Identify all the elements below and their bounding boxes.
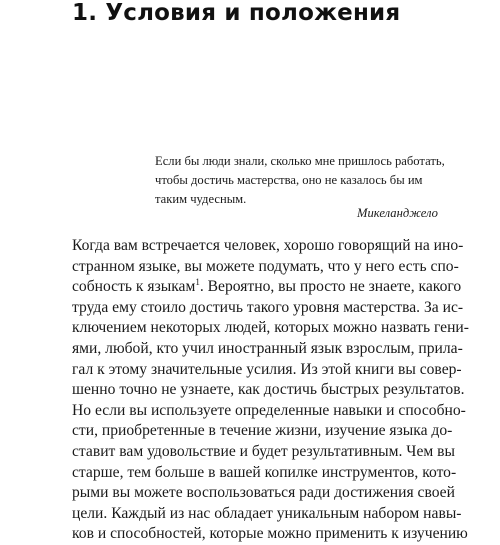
epigraph-line: таким чудесным. — [155, 192, 247, 206]
body-line: рыми вы можете воспользоваться ради достижения своей — [72, 484, 455, 502]
body-line: гал к этому значительные усилия. Из этой книги вы совер- — [72, 360, 462, 378]
body-line: Но если вы используете определенные навыки и способно- — [72, 401, 466, 419]
body-line: ключением некоторых людей, которых можно назвать гени- — [72, 319, 469, 337]
body-line: старше, тем больше в вашей копилке инструментов, кото- — [72, 463, 457, 481]
chapter-title: 1. Условия и положения — [72, 0, 401, 26]
footnote-marker[interactable]: 1 — [195, 277, 200, 287]
body-line: Когда вам встречается человек, хорошо говорящий на ино- — [72, 237, 464, 254]
body-line: ями, любой, кто учил иностранный язык взрослым, прила- — [72, 339, 463, 357]
body-paragraph — [72, 236, 469, 545]
epigraph — [155, 152, 445, 209]
epigraph-line: чтобы достичь мастерства, оно не казалось бы им — [155, 173, 423, 187]
body-line: ков и способностей, которые можно применить к изучению — [72, 525, 468, 543]
body-line — [72, 277, 462, 298]
epigraph-line: Если бы люди знали, сколько мне пришлось работать, — [155, 154, 445, 168]
body-line: труда ему стоило достичь такого уровня мастерства. За ис- — [72, 298, 464, 316]
body-line: цели. Каждый из нас обладает уникальным набором навы- — [72, 504, 462, 522]
body-line: шенно точно не узнаете, как достичь быстрых результатов. — [72, 381, 465, 399]
epigraph-author: Микеланджело — [357, 206, 438, 220]
body-line: странном языке, вы можете подумать, что у него есть спо- — [72, 257, 459, 275]
body-line: сти, приобретенные в течение жизни, изучение языка до- — [72, 422, 453, 440]
body-line-segment: собность к языкам — [72, 278, 196, 296]
body-line: ставит вам удовольствие и будет результативным. Чем вы — [72, 442, 455, 460]
body-line-segment: . Вероятно, вы просто не знаете, какого — [199, 278, 462, 296]
